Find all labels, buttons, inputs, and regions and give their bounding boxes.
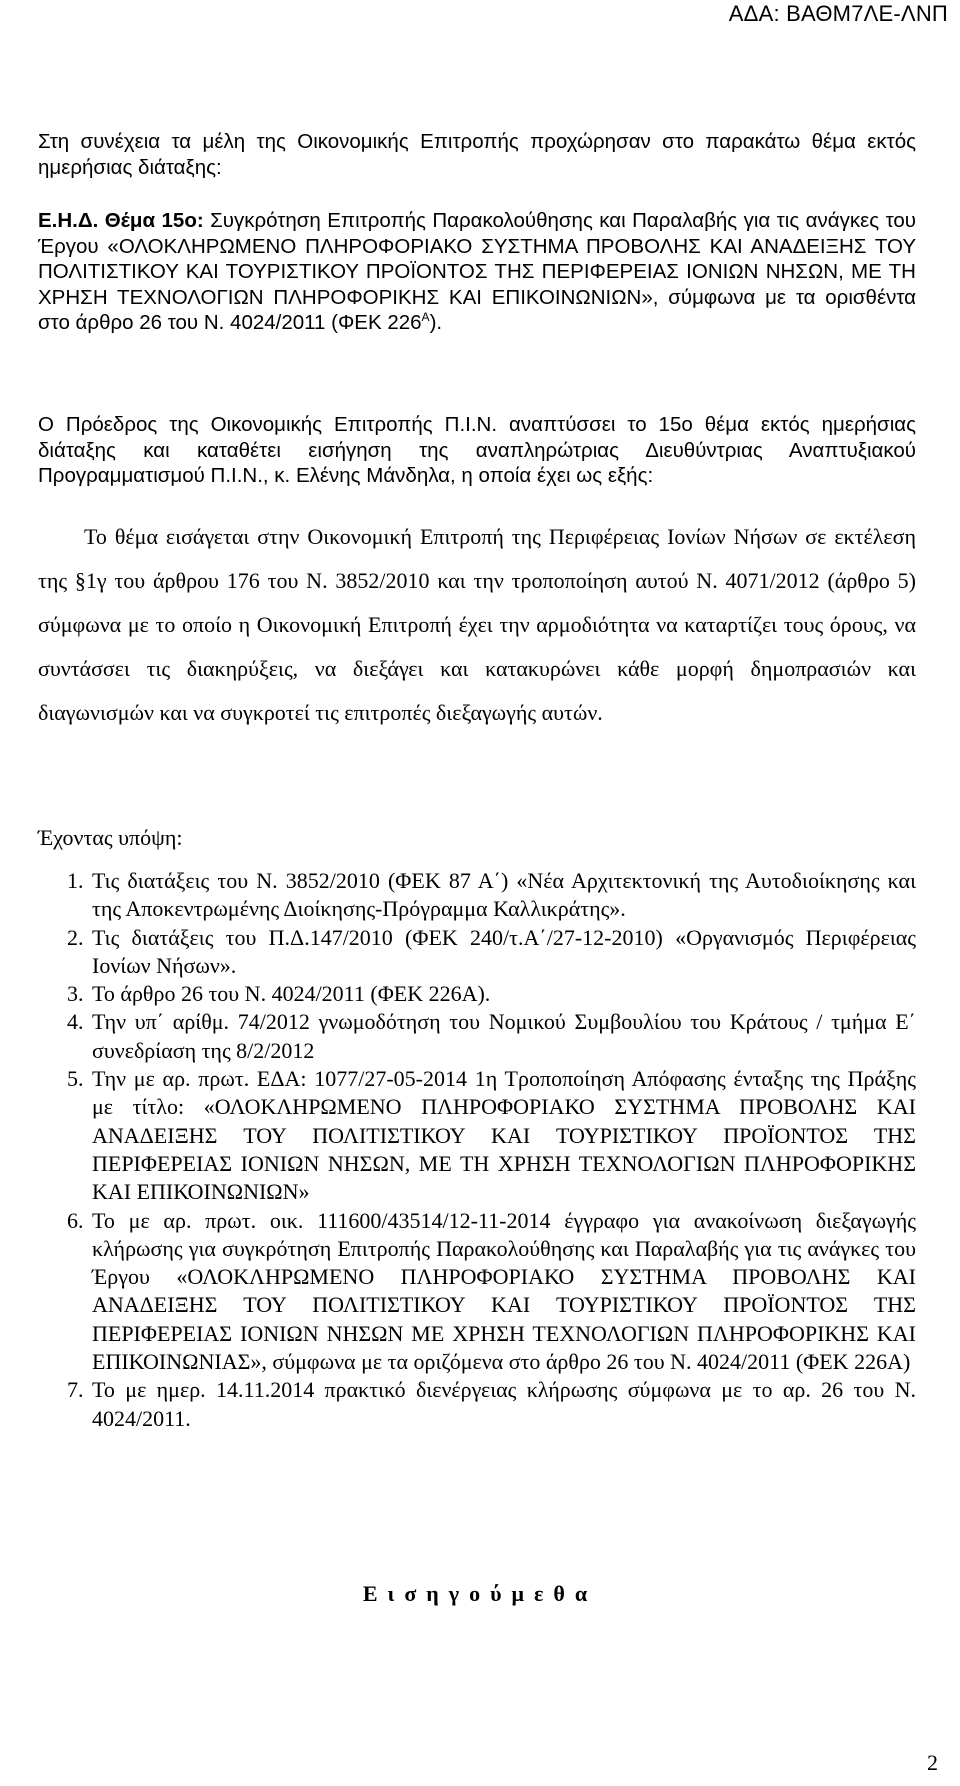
list-item-number: 7. bbox=[67, 1377, 84, 1403]
list-item bbox=[38, 867, 916, 924]
list-item bbox=[38, 1008, 916, 1065]
list-item bbox=[38, 1207, 916, 1377]
considering-label: Έχοντας υπόψη: bbox=[38, 825, 183, 850]
item-tail: ). bbox=[429, 311, 443, 334]
item-text: Συγκρότηση Επιτροπής Παρακολούθησης και Παραλαβής για τις ανάγκες του Έργου «ΟΛΟΚΛΗΡΩΜΕΝΟ ΠΛΗΡΟΦΟΡΙΑΚΟ ΣΥΣΤΗΜΑ ΠΡΟΒΟΛΗΣ ΚΑΙ ΑΝΑΔΕΙΞΗΣ ΤΟΥ ΠΟΛΙΤΙΣΤΙΚΟΥ ΚΑΙ ΤΟΥΡΙΣΤΙΚΟΥ ΠΡΟΪΟΝΤΟΣ ΤΗΣ ΠΕΡΙΦΕΡΕΙΑΣ ΙΟΝΙΩΝ ΝΗΣΩΝ, ΜΕ ΤΗ ΧΡΗΣΗ ΤΕΧΝΟΛΟΓΙΩΝ ΠΛΗΡΟΦΟΡΙΚΗΣ ΚΑΙ ΕΠΙΚΟΙΝΩΝΙΩΝ», σύμφωνα με τα ορισθέντα στο άρθρο 26 του Ν. 4024/2011 (ΦΕΚ 226 bbox=[38, 209, 916, 334]
list-item-text: Τις διατάξεις του Π.Δ.147/2010 (ΦΕΚ 240/τ.Α΄/27-12-2010) «Οργανισμός Περιφέρειας Ιονίων Νήσων». bbox=[92, 924, 916, 978]
item-superscript: Α bbox=[421, 310, 430, 325]
body-paragraph: Το θέμα εισάγεται στην Οικονομική Επιτροπή της Περιφέρειας Ιονίων Νήσων σε εκτέλεση της §1γ του άρθρου 176 του Ν. 3852/2010 και την τροποποίηση αυτού Ν. 4071/2012 (άρθρο 5) σύμφωνα με το οποίο η Οικονομική Επιτροπή έχει την αρμοδιότητα να καταρτίζει τους όρους, να συντάσσει τις διακηρύξεις, να διεξάγει και κατακυρώνει κάθε μορφή δημοπρασιών και διαγωνισμών και να συγκροτεί τις επιτροπές διεξαγωγής αυτών. bbox=[38, 524, 916, 725]
list-item bbox=[38, 980, 916, 1008]
president-paragraph: Ο Πρόεδρος της Οικονομικής Επιτροπής Π.Ι.Ν. αναπτύσσει το 15ο θέμα εκτός ημερήσιας διάταξης και καταθέτει εισήγηση της αναπληρώτριας Διευθύντριας Αναπτυξιακού Προγραμματισμού Π.Ι.Ν., κ. Ελένης Μάνδηλα, η οποία έχει ως εξής: bbox=[38, 413, 916, 487]
list-item-text: Την με αρ. πρωτ. ΕΔΑ: 1077/27-05-2014 1η Τροποποίηση Απόφασης ένταξης της Πράξης με τίτλο: «ΟΛΟΚΛΗΡΩΜΕΝΟ ΠΛΗΡΟΦΟΡΙΑΚΟ ΣΥΣΤΗΜΑ ΠΡΟΒΟΛΗΣ ΚΑΙ ΑΝΑΔΕΙΞΗΣ ΤΟΥ ΠΟΛΙΤΙΣΤΙΚΟΥ ΚΑΙ ΤΟΥΡΙΣΤΙΚΟΥ ΠΡΟΪΟΝΤΟΣ ΤΗΣ ΠΕΡΙΦΕΡΕΙΑΣ ΙΟΝΙΩΝ ΝΗΣΩΝ, ΜΕ ΤΗ ΧΡΗΣΗ ΤΕΧΝΟΛΟΓΙΩΝ ΠΛΗΡΟΦΟΡΙΚΗΣ ΚΑΙ ΕΠΙΚΟΙΝΩΝΙΩΝ» bbox=[92, 1066, 916, 1205]
list-item bbox=[38, 1376, 916, 1433]
list-item-number: 2. bbox=[67, 924, 84, 950]
list-item bbox=[38, 1065, 916, 1206]
item-label: Ε.Η.Δ. Θέμα 15ο: bbox=[38, 209, 204, 232]
section-heading: Εισηγούμεθα bbox=[362, 1581, 598, 1606]
list-item-text: Το με αρ. πρωτ. οικ. 111600/43514/12-11-2014 έγγραφο για ανακοίνωση διεξαγωγής κλήρωσης για συγκρότηση Επιτροπής Παρακολούθησης και Παραλαβής για τις ανάγκες του Έργου «ΟΛΟΚΛΗΡΩΜΕΝΟ ΠΛΗΡΟΦΟΡΙΑΚΟ ΣΥΣΤΗΜΑ ΠΡΟΒΟΛΗΣ ΚΑΙ ΑΝΑΔΕΙΞΗΣ ΤΟΥ ΠΟΛΙΤΙΣΤΙΚΟΥ ΚΑΙ ΤΟΥΡΙΣΤΙΚΟΥ ΠΡΟΪΟΝΤΟΣ ΤΗΣ ΠΕΡΙΦΕΡΕΙΑΣ ΙΟΝΙΩΝ ΝΗΣΩΝ ΜΕ ΧΡΗΣΗ ΤΕΧΝΟΛΟΓΙΩΝ ΠΛΗΡΟΦΟΡΙΚΗΣ ΚΑΙ ΕΠΙΚΟΙΝΩΝΙΑΣ», σύμφωνα με τα οριζόμενα στο άρθρο 26 του Ν. 4024/2011 (ΦΕΚ 226Α) bbox=[92, 1207, 916, 1375]
item-paragraph bbox=[38, 208, 916, 336]
page-number: 2 bbox=[927, 1750, 938, 1775]
list-item-number: 1. bbox=[67, 868, 84, 893]
list-item-number: 4. bbox=[67, 1009, 84, 1035]
list-item bbox=[38, 924, 916, 981]
list-item-number: 6. bbox=[67, 1207, 84, 1233]
intro-paragraph: Στη συνέχεια τα μέλη της Οικονομικής Επιτροπής προχώρησαν στο παρακάτω θέμα εκτός ημερήσιας διάταξης: bbox=[38, 130, 916, 179]
list-item-text: Το άρθρο 26 του Ν. 4024/2011 (ΦΕΚ 226Α). bbox=[92, 981, 491, 1007]
list-item-text: Τις διατάξεις του Ν. 3852/2010 (ΦΕΚ 87 Α΄) «Νέα Αρχιτεκτονική της Αυτοδιοίκησης και της Αποκεντρωμένης Διοίκησης-Πρόγραμμα Καλλικράτης». bbox=[92, 868, 916, 922]
list-item-number: 3. bbox=[67, 981, 84, 1007]
list-item-text: Την υπ΄ αρίθμ. 74/2012 γνωμοδότηση του Νομικού Συμβουλίου του Κράτους / τμήμα Ε΄ συνεδρίαση της 8/2/2012 bbox=[92, 1009, 916, 1063]
considerations-list bbox=[38, 867, 916, 1433]
list-item-text: Το με ημερ. 14.11.2014 πρακτικό διενέργειας κλήρωσης σύμφωνα με το αρ. 26 του Ν. 4024/2011. bbox=[92, 1377, 916, 1431]
ada-header: ΑΔΑ: ΒΑΘΜ7ΛΕ-ΛΝΠ bbox=[728, 1, 948, 26]
list-item-number: 5. bbox=[67, 1066, 84, 1092]
